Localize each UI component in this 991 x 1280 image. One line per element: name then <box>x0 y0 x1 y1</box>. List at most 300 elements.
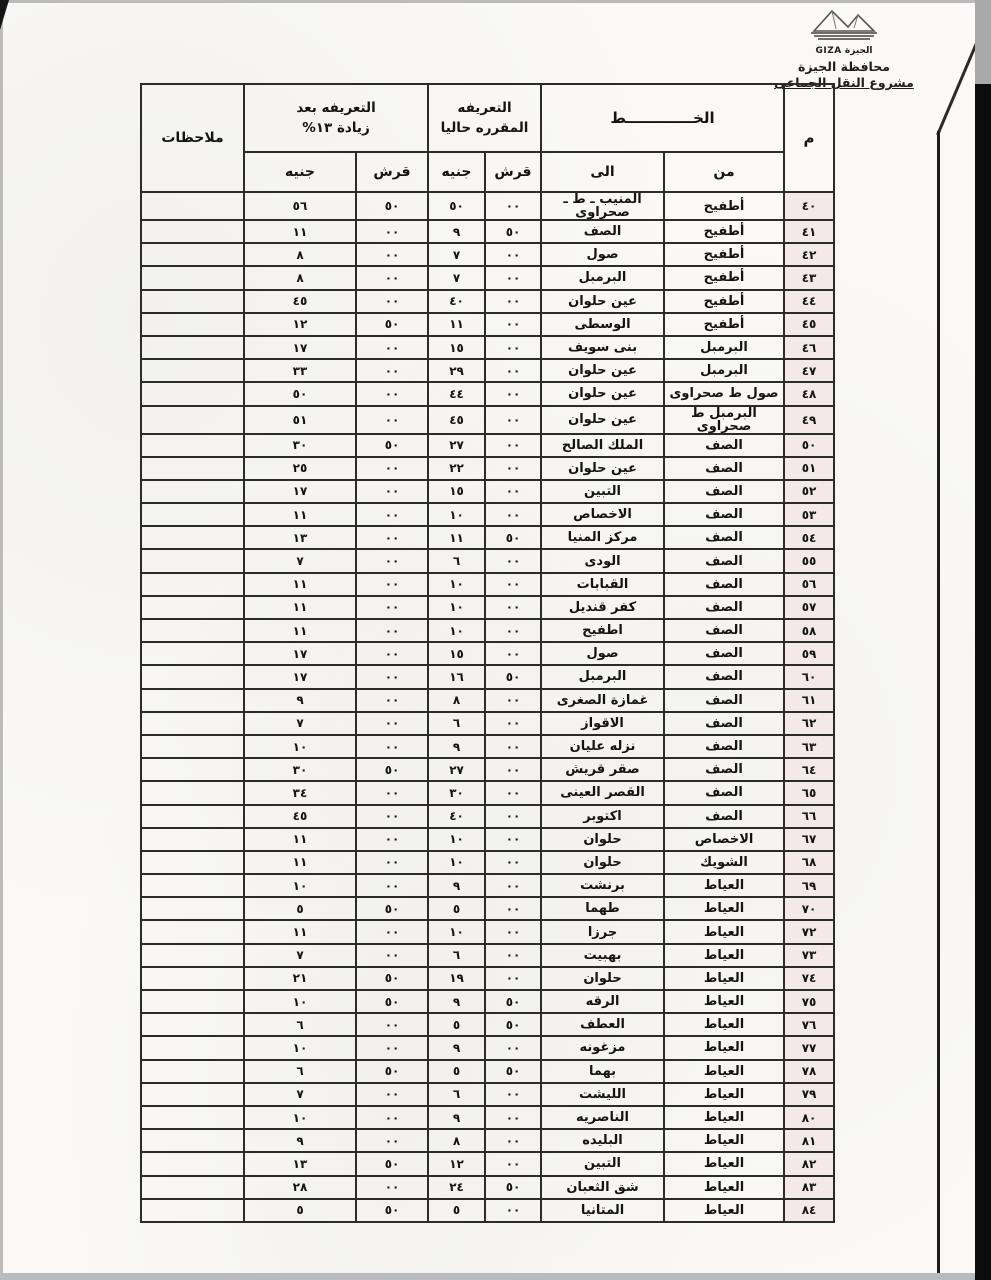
to-cell: اطفيح <box>541 619 664 642</box>
notes-cell <box>141 503 244 526</box>
table-row <box>141 192 834 220</box>
to-cell: الودى <box>541 549 664 572</box>
current-piasters-cell: ٠٠ <box>485 1083 541 1106</box>
notes-cell <box>141 967 244 990</box>
new-pounds-cell: ٩ <box>244 689 356 712</box>
from-cell: أطفيح <box>664 313 784 336</box>
col-head-line-group: الخـــــــــــــط <box>541 84 784 152</box>
to-cell: الوسطى <box>541 313 664 336</box>
notes-cell <box>141 266 244 289</box>
new-pounds-cell: ٧ <box>244 944 356 967</box>
current-piasters-cell: ٠٠ <box>485 266 541 289</box>
current-pounds-cell: ٨ <box>428 689 485 712</box>
current-piasters-cell: ٠٠ <box>485 359 541 382</box>
table-row <box>141 665 834 688</box>
table-row <box>141 828 834 851</box>
new-piasters-cell: ٥٠ <box>356 897 428 920</box>
to-cell: عين حلوان <box>541 382 664 405</box>
notes-cell <box>141 1083 244 1106</box>
table-row <box>141 1106 834 1129</box>
table-row <box>141 243 834 266</box>
from-cell: العياط <box>664 1083 784 1106</box>
notes-cell <box>141 406 244 434</box>
new-piasters-cell: ٥٠ <box>356 434 428 457</box>
current-piasters-cell: ٠٠ <box>485 549 541 572</box>
new-piasters-cell: ٠٠ <box>356 549 428 572</box>
col-head-current-piasters: قرش <box>485 152 541 192</box>
new-pounds-cell: ١٢ <box>244 313 356 336</box>
row-number-cell: ٤٦ <box>784 336 834 359</box>
table-row <box>141 573 834 596</box>
row-number-cell: ٥٢ <box>784 480 834 503</box>
notes-cell <box>141 990 244 1013</box>
new-piasters-cell: ٠٠ <box>356 382 428 405</box>
from-cell: العياط <box>664 944 784 967</box>
table-row <box>141 406 834 434</box>
row-number-cell: ٨٣ <box>784 1176 834 1199</box>
new-piasters-cell: ٥٠ <box>356 313 428 336</box>
to-cell: غمازة الصغرى <box>541 689 664 712</box>
table-row <box>141 897 834 920</box>
current-pounds-cell: ٧ <box>428 243 485 266</box>
notes-cell <box>141 712 244 735</box>
table-row <box>141 359 834 382</box>
new-pounds-cell: ٨ <box>244 243 356 266</box>
new-piasters-cell: ٠٠ <box>356 851 428 874</box>
new-pounds-cell: ٧ <box>244 1083 356 1106</box>
current-piasters-cell: ٠٠ <box>485 243 541 266</box>
notes-cell <box>141 1106 244 1129</box>
new-piasters-cell: ٠٠ <box>356 1013 428 1036</box>
notes-cell <box>141 874 244 897</box>
current-pounds-cell: ١٠ <box>428 573 485 596</box>
to-cell: القصر العينى <box>541 781 664 804</box>
table-row <box>141 758 834 781</box>
notes-cell <box>141 1199 244 1222</box>
current-pounds-cell: ١٩ <box>428 967 485 990</box>
to-cell: بنى سويف <box>541 336 664 359</box>
current-pounds-cell: ١١ <box>428 313 485 336</box>
current-piasters-cell: ٥٠ <box>485 1013 541 1036</box>
new-pounds-cell: ١٧ <box>244 665 356 688</box>
new-pounds-cell: ٧ <box>244 549 356 572</box>
new-pounds-cell: ١١ <box>244 573 356 596</box>
current-pounds-cell: ٢٩ <box>428 359 485 382</box>
current-pounds-cell: ١٠ <box>428 596 485 619</box>
new-tariff-line2: زيادة ١٣% <box>302 120 370 136</box>
notes-cell <box>141 549 244 572</box>
new-piasters-cell: ٠٠ <box>356 665 428 688</box>
from-cell: العياط <box>664 897 784 920</box>
new-pounds-cell: ٥٠ <box>244 382 356 405</box>
new-pounds-cell: ١٧ <box>244 480 356 503</box>
current-piasters-cell: ٥٠ <box>485 1176 541 1199</box>
from-cell: العياط <box>664 1060 784 1083</box>
from-cell: الصف <box>664 619 784 642</box>
new-pounds-cell: ١١ <box>244 503 356 526</box>
notes-cell <box>141 735 244 758</box>
from-cell: الصف <box>664 712 784 735</box>
notes-cell <box>141 220 244 243</box>
logo-caption: الجيزة GIZA <box>815 46 873 56</box>
from-cell: العياط <box>664 1176 784 1199</box>
new-pounds-cell: ٦ <box>244 1013 356 1036</box>
new-pounds-cell: ٢١ <box>244 967 356 990</box>
new-piasters-cell: ٠٠ <box>356 243 428 266</box>
new-pounds-cell: ٣٠ <box>244 434 356 457</box>
current-piasters-cell: ٠٠ <box>485 712 541 735</box>
table-row <box>141 434 834 457</box>
to-cell: الملك الصالح <box>541 434 664 457</box>
to-cell: المتانيا <box>541 1199 664 1222</box>
new-piasters-cell: ٥٠ <box>356 1060 428 1083</box>
notes-cell <box>141 619 244 642</box>
table-row <box>141 1036 834 1059</box>
current-piasters-cell: ٠٠ <box>485 1036 541 1059</box>
new-pounds-cell: ١٠ <box>244 735 356 758</box>
row-number-cell: ٤٢ <box>784 243 834 266</box>
current-pounds-cell: ٢٧ <box>428 434 485 457</box>
current-piasters-cell: ٠٠ <box>485 192 541 220</box>
current-piasters-cell: ٠٠ <box>485 781 541 804</box>
row-number-cell: ٨٠ <box>784 1106 834 1129</box>
new-piasters-cell: ٠٠ <box>356 735 428 758</box>
new-pounds-cell: ١١ <box>244 828 356 851</box>
new-piasters-cell: ٥٠ <box>356 967 428 990</box>
notes-cell <box>141 457 244 480</box>
current-piasters-cell: ٠٠ <box>485 336 541 359</box>
row-number-cell: ٤٤ <box>784 290 834 313</box>
from-cell: البرمبل <box>664 359 784 382</box>
row-number-cell: ٤٠ <box>784 192 834 220</box>
col-head-new-pounds: جنيه <box>244 152 356 192</box>
new-piasters-cell: ٠٠ <box>356 642 428 665</box>
current-pounds-cell: ٤٤ <box>428 382 485 405</box>
row-number-cell: ٤٧ <box>784 359 834 382</box>
notes-cell <box>141 480 244 503</box>
new-pounds-cell: ٥ <box>244 897 356 920</box>
from-cell: الصف <box>664 526 784 549</box>
letterhead <box>755 5 933 90</box>
current-piasters-cell: ٠٠ <box>485 758 541 781</box>
to-cell: عين حلوان <box>541 290 664 313</box>
new-piasters-cell: ٠٠ <box>356 828 428 851</box>
notes-cell <box>141 828 244 851</box>
table-row <box>141 313 834 336</box>
from-cell: الصف <box>664 758 784 781</box>
to-cell: صقر قريش <box>541 758 664 781</box>
to-cell: حلوان <box>541 967 664 990</box>
to-cell: القبابات <box>541 573 664 596</box>
table-row <box>141 1199 834 1222</box>
table-row <box>141 1152 834 1175</box>
new-piasters-cell: ٠٠ <box>356 689 428 712</box>
new-pounds-cell: ١١ <box>244 851 356 874</box>
notes-cell <box>141 897 244 920</box>
notes-cell <box>141 336 244 359</box>
current-piasters-cell: ٥٠ <box>485 526 541 549</box>
row-number-cell: ٤٩ <box>784 406 834 434</box>
current-piasters-cell: ٠٠ <box>485 735 541 758</box>
to-cell: طهما <box>541 897 664 920</box>
row-number-cell: ٥٨ <box>784 619 834 642</box>
from-cell: البرمبل ط صحراوى <box>664 406 784 434</box>
from-cell: أطفيح <box>664 290 784 313</box>
table-row <box>141 480 834 503</box>
current-pounds-cell: ٥ <box>428 897 485 920</box>
notes-cell <box>141 290 244 313</box>
current-piasters-cell: ٥٠ <box>485 1060 541 1083</box>
current-pounds-cell: ١٠ <box>428 828 485 851</box>
current-piasters-cell: ٠٠ <box>485 851 541 874</box>
new-piasters-cell: ٠٠ <box>356 573 428 596</box>
current-piasters-cell: ٠٠ <box>485 1106 541 1129</box>
from-cell: الصف <box>664 689 784 712</box>
current-tariff-line2: المقرره حاليا <box>440 120 529 136</box>
row-number-cell: ٥٦ <box>784 573 834 596</box>
from-cell: الصف <box>664 549 784 572</box>
notes-cell <box>141 1060 244 1083</box>
notes-cell <box>141 1036 244 1059</box>
new-pounds-cell: ١١ <box>244 596 356 619</box>
row-number-cell: ٧٣ <box>784 944 834 967</box>
row-number-cell: ٧٤ <box>784 967 834 990</box>
current-piasters-cell: ٠٠ <box>485 480 541 503</box>
col-head-number: م <box>784 84 834 192</box>
current-pounds-cell: ٩ <box>428 220 485 243</box>
row-number-cell: ٥٤ <box>784 526 834 549</box>
from-cell: الصف <box>664 503 784 526</box>
row-number-cell: ٧٦ <box>784 1013 834 1036</box>
table-row <box>141 642 834 665</box>
to-cell: حلوان <box>541 851 664 874</box>
new-piasters-cell: ٠٠ <box>356 1036 428 1059</box>
notes-cell <box>141 1129 244 1152</box>
new-piasters-cell: ٠٠ <box>356 359 428 382</box>
table-row <box>141 1083 834 1106</box>
from-cell: العياط <box>664 920 784 943</box>
from-cell: الصف <box>664 735 784 758</box>
current-piasters-cell: ٠٠ <box>485 689 541 712</box>
to-cell: البرمبل <box>541 266 664 289</box>
table-row <box>141 220 834 243</box>
new-piasters-cell: ٠٠ <box>356 503 428 526</box>
to-cell: مركز المنيا <box>541 526 664 549</box>
new-pounds-cell: ٢٥ <box>244 457 356 480</box>
new-piasters-cell: ٥٠ <box>356 1199 428 1222</box>
current-pounds-cell: ١٢ <box>428 1152 485 1175</box>
current-pounds-cell: ٥ <box>428 1013 485 1036</box>
col-head-from: من <box>664 152 784 192</box>
from-cell: صول ط صحراوى <box>664 382 784 405</box>
col-head-new-tariff <box>244 84 428 152</box>
current-piasters-cell: ٠٠ <box>485 944 541 967</box>
current-pounds-cell: ١٥ <box>428 480 485 503</box>
col-head-notes: ملاحظات <box>141 84 244 192</box>
table-row <box>141 781 834 804</box>
current-pounds-cell: ١٥ <box>428 642 485 665</box>
notes-cell <box>141 805 244 828</box>
from-cell: الصف <box>664 596 784 619</box>
row-number-cell: ٤١ <box>784 220 834 243</box>
new-pounds-cell: ٢٨ <box>244 1176 356 1199</box>
fare-table-body <box>141 192 834 1222</box>
to-cell: صول <box>541 642 664 665</box>
to-cell: الرقه <box>541 990 664 1013</box>
new-piasters-cell: ٠٠ <box>356 1083 428 1106</box>
table-row <box>141 874 834 897</box>
to-cell: عين حلوان <box>541 359 664 382</box>
new-piasters-cell: ٠٠ <box>356 619 428 642</box>
new-piasters-cell: ٠٠ <box>356 712 428 735</box>
new-pounds-cell: ١٧ <box>244 642 356 665</box>
from-cell: العياط <box>664 1129 784 1152</box>
row-number-cell: ٦٧ <box>784 828 834 851</box>
current-pounds-cell: ٩ <box>428 990 485 1013</box>
new-pounds-cell: ١٠ <box>244 874 356 897</box>
notes-cell <box>141 596 244 619</box>
project-name: مشروع النقل الجماعى <box>774 75 914 90</box>
row-number-cell: ٥٥ <box>784 549 834 572</box>
notes-cell <box>141 573 244 596</box>
current-pounds-cell: ٤٠ <box>428 290 485 313</box>
row-number-cell: ٤٣ <box>784 266 834 289</box>
table-row <box>141 689 834 712</box>
new-pounds-cell: ٣٣ <box>244 359 356 382</box>
current-piasters-cell: ٠٠ <box>485 1129 541 1152</box>
to-cell: الناصريه <box>541 1106 664 1129</box>
current-pounds-cell: ٤٠ <box>428 805 485 828</box>
current-piasters-cell: ٠٠ <box>485 406 541 434</box>
current-piasters-cell: ٠٠ <box>485 434 541 457</box>
row-number-cell: ٥٠ <box>784 434 834 457</box>
current-piasters-cell: ٠٠ <box>485 920 541 943</box>
row-number-cell: ٧٩ <box>784 1083 834 1106</box>
to-cell: برنشت <box>541 874 664 897</box>
new-piasters-cell: ٠٠ <box>356 406 428 434</box>
row-number-cell: ٧٥ <box>784 990 834 1013</box>
notes-cell <box>141 1152 244 1175</box>
new-piasters-cell: ٠٠ <box>356 874 428 897</box>
table-row <box>141 457 834 480</box>
new-piasters-cell: ٠٠ <box>356 1106 428 1129</box>
notes-cell <box>141 944 244 967</box>
to-cell: بهبيت <box>541 944 664 967</box>
new-piasters-cell: ٠٠ <box>356 220 428 243</box>
new-piasters-cell: ٥٠ <box>356 758 428 781</box>
scan-edge-top <box>975 0 991 84</box>
notes-cell <box>141 313 244 336</box>
new-pounds-cell: ٤٥ <box>244 290 356 313</box>
fare-table-header <box>141 84 834 192</box>
new-pounds-cell: ٣٤ <box>244 781 356 804</box>
table-row <box>141 735 834 758</box>
to-cell: الصف <box>541 220 664 243</box>
current-pounds-cell: ٦ <box>428 712 485 735</box>
table-row <box>141 712 834 735</box>
current-tariff-line1: التعريفه <box>457 99 512 116</box>
current-piasters-cell: ٠٠ <box>485 967 541 990</box>
current-piasters-cell: ٥٠ <box>485 220 541 243</box>
current-pounds-cell: ١٠ <box>428 920 485 943</box>
row-number-cell: ٦٣ <box>784 735 834 758</box>
new-pounds-cell: ٧ <box>244 712 356 735</box>
new-piasters-cell: ٠٠ <box>356 944 428 967</box>
col-head-current-pounds: جنيه <box>428 152 485 192</box>
new-piasters-cell: ٠٠ <box>356 290 428 313</box>
current-pounds-cell: ٥٠ <box>428 192 485 220</box>
current-pounds-cell: ٦ <box>428 944 485 967</box>
new-pounds-cell: ١٠ <box>244 1036 356 1059</box>
from-cell: البرمبل <box>664 336 784 359</box>
table-row <box>141 1013 834 1036</box>
to-cell: مزغونه <box>541 1036 664 1059</box>
row-number-cell: ٥٧ <box>784 596 834 619</box>
new-pounds-cell: ٥ <box>244 1199 356 1222</box>
current-piasters-cell: ٠٠ <box>485 313 541 336</box>
from-cell: الصف <box>664 665 784 688</box>
notes-cell <box>141 243 244 266</box>
new-pounds-cell: ١٧ <box>244 336 356 359</box>
new-pounds-cell: ٤٥ <box>244 805 356 828</box>
current-piasters-cell: ٥٠ <box>485 990 541 1013</box>
new-tariff-line1: التعريفه بعد <box>296 99 376 116</box>
current-pounds-cell: ٢٧ <box>428 758 485 781</box>
to-cell: شق الثعبان <box>541 1176 664 1199</box>
row-number-cell: ٨٢ <box>784 1152 834 1175</box>
table-row <box>141 619 834 642</box>
current-pounds-cell: ١٦ <box>428 665 485 688</box>
current-pounds-cell: ٢٤ <box>428 1176 485 1199</box>
from-cell: العياط <box>664 874 784 897</box>
new-piasters-cell: ٠٠ <box>356 1176 428 1199</box>
current-pounds-cell: ١٠ <box>428 851 485 874</box>
to-cell: المنيب ـ ط ـ صحراوى <box>541 192 664 220</box>
current-piasters-cell: ٠٠ <box>485 1152 541 1175</box>
current-pounds-cell: ٩ <box>428 874 485 897</box>
new-piasters-cell: ٥٠ <box>356 1152 428 1175</box>
table-row <box>141 1176 834 1199</box>
from-cell: الصف <box>664 457 784 480</box>
notes-cell <box>141 382 244 405</box>
table-row <box>141 526 834 549</box>
current-piasters-cell: ٠٠ <box>485 897 541 920</box>
notes-cell <box>141 689 244 712</box>
row-number-cell: ٧٢ <box>784 920 834 943</box>
page-fold-line <box>937 131 940 1273</box>
table-row <box>141 503 834 526</box>
current-pounds-cell: ٧ <box>428 266 485 289</box>
to-cell: التبين <box>541 480 664 503</box>
row-number-cell: ٦٨ <box>784 851 834 874</box>
new-pounds-cell: ٥١ <box>244 406 356 434</box>
from-cell: العياط <box>664 990 784 1013</box>
notes-cell <box>141 526 244 549</box>
row-number-cell: ٦٤ <box>784 758 834 781</box>
to-cell: جرزا <box>541 920 664 943</box>
from-cell: العياط <box>664 1036 784 1059</box>
new-piasters-cell: ٠٠ <box>356 336 428 359</box>
row-number-cell: ٦٠ <box>784 665 834 688</box>
new-piasters-cell: ٠٠ <box>356 1129 428 1152</box>
new-pounds-cell: ٩ <box>244 1129 356 1152</box>
current-pounds-cell: ١٠ <box>428 503 485 526</box>
notes-cell <box>141 642 244 665</box>
table-row <box>141 549 834 572</box>
row-number-cell: ٥١ <box>784 457 834 480</box>
new-pounds-cell: ٨ <box>244 266 356 289</box>
to-cell: الاخصاص <box>541 503 664 526</box>
